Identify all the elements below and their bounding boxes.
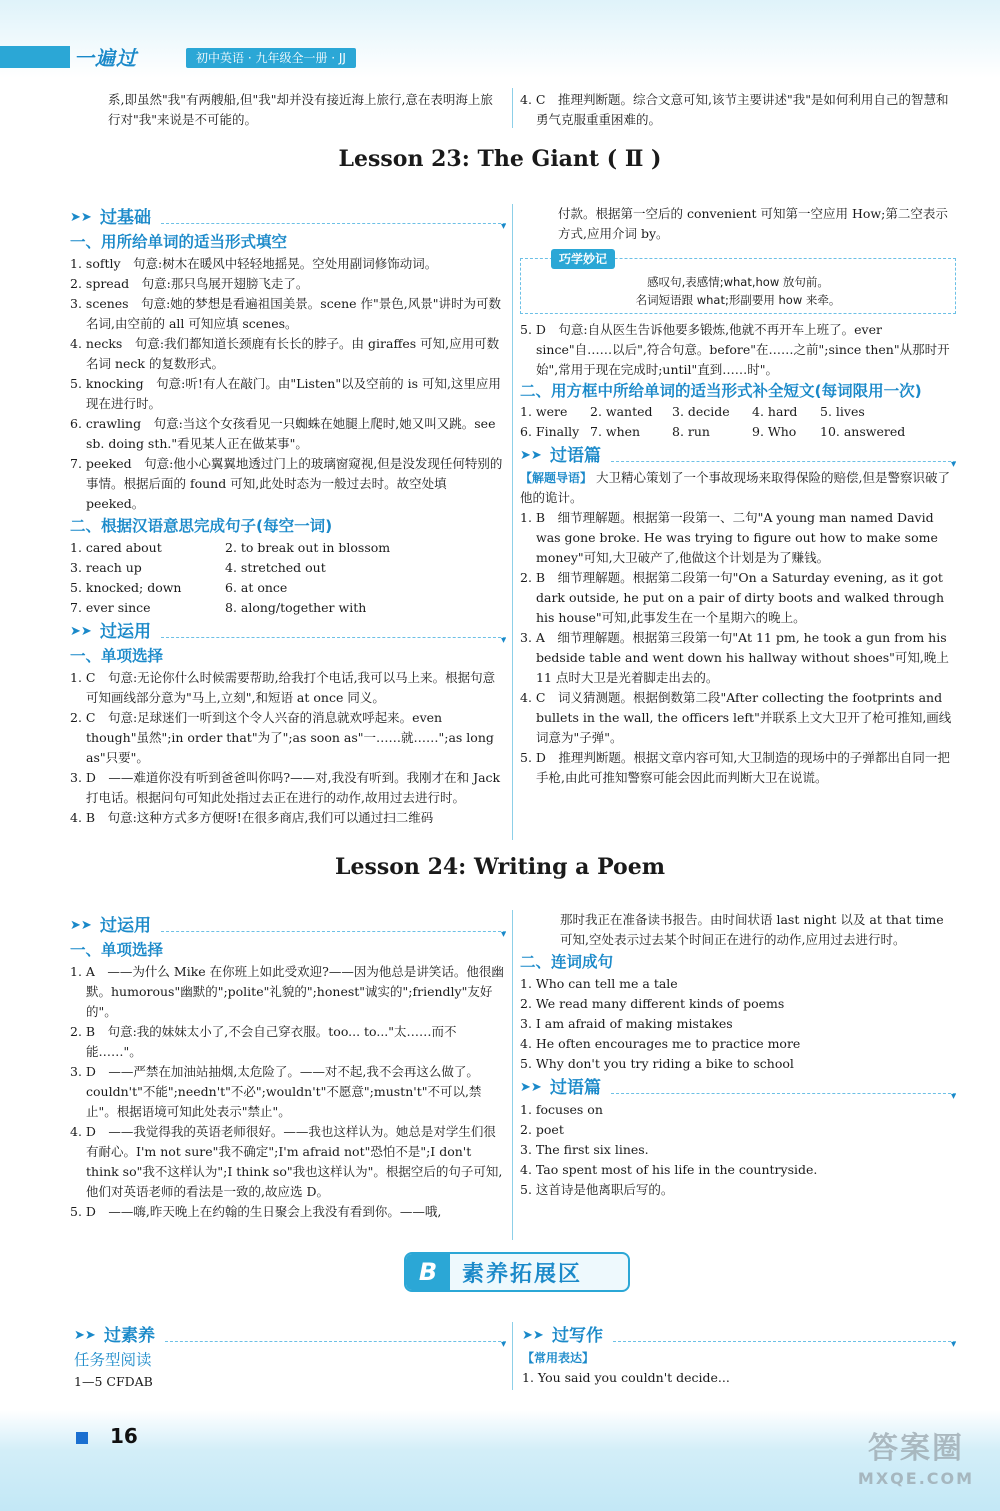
answer-item: 1. You said you couldn't decide... [522,1370,730,1385]
answer-item: 8. along/together with [225,600,367,615]
bottom-left-column [74,1322,506,1392]
answer-item: 6. Finally [520,424,580,439]
part-title: 二、用方框中所给单词的适当形式补全短文(每词限用一次) [520,382,922,400]
answer-item: 5. D 推理判断题。根据文章内容可知,大卫制造的现场中的子弹都出自同一把手枪,由此可推知警察可能会因此而判断大卫在说谎。 [520,750,950,785]
part-title: 任务型阅读 [74,1351,152,1369]
answer-item: 9. Who [752,424,797,439]
answer-item: 3. The first six lines. [520,1142,649,1157]
answer-item: 4. B 句意:这种方式多方便呀!在很多商店,我们可以通过扫二维码 [70,810,434,825]
answer-item: 4. stretched out [225,560,326,575]
banner-text: 素养拓展区 [462,1261,583,1287]
part-title: 一、单项选择 [70,647,164,665]
section-arrow-icon: ➤➤ [70,624,92,639]
watermark-logo: 答案圈 MXQE.COM [857,1431,975,1488]
section-arrow-icon: ➤➤ [70,918,92,933]
answer-item: 3. A 细节理解题。根据第三段第一句"At 11 pm, he took a gun from his bedside table and went down his hallway without shoes"可知,晚上 11 点时大卫是光着脚走出去的。 [520,630,949,685]
section-header-literacy: ➤➤ 过素养 ▾ [74,1324,506,1348]
answer-item: 3. reach up [70,560,142,575]
answer-item: 3. D ——严禁在加油站抽烟,太危险了。——对不起,我不会再这么做了。couldn't"不能";needn't"不必";wouldn't"不愿意";mustn't"不可以,禁止"。根据语境可知此处表示"禁止"。 [70,1064,482,1119]
section-header-writing: ➤➤ 过写作 ▾ [522,1324,956,1348]
answer-item: 7. peeked 句意:他小心翼翼地透过门上的玻璃窗窥视,但是没发现任何特别的事情。根据后面的 found 可知,此处时态为一般过去时。故空处填 peeked。 [70,456,503,511]
answer-item: 5. knocked; down [70,580,182,595]
continued-text: 付款。根据第一空后的 convenient 可知第一空应用 How;第二空表示方式,应用介词 by。 [558,206,948,241]
answer-item: 4. He often encourages me to practice more [520,1036,801,1051]
answer-item: 4. D ——我觉得我的英语老师很好。——我也这样认为。她总是对学生们很有耐心。I'm not sure"我不确定";I'm afraid not"恐怕不是";I don't think so"我不这样认为";I think so"我也这样认为"。根据空后的句子可知,他们对英语老师的看法是一致的,故应选 D。 [70,1124,503,1199]
book-subtitle: 初中英语 · 九年级全一册 · JJ [186,48,356,68]
answer-item: 6. at once [225,580,288,595]
answer-item: 4. C 词义猜测题。根据倒数第二段"After collecting the footprints and bullets in the wall, the officers left"并联系上文大卫开了枪可推知,画线词意为"子弹"。 [520,690,952,745]
section-banner [404,1252,630,1292]
section-header-reading: ➤➤ 过语篇 ▾ [520,444,956,468]
lesson-24-title: Lesson 24: Writing a Poem [335,854,665,880]
answer-item: 5. D 句意:自从医生告诉他要多锻炼,他就不再开车上班了。ever since"自……以后",符合句意。before"在……之前";since then"从那时开始",常用于现在完成时;until"直到……时"。 [520,322,950,377]
answer-grid [70,538,506,618]
answer-item: 1. were [520,404,568,419]
section-rule [161,223,506,224]
answer-item: 4. Tao spent most of his life in the countryside. [520,1162,818,1177]
column-divider [512,910,513,1240]
banner-letter: B [406,1254,450,1290]
section-rule [165,1341,506,1342]
answer-item: 3. scenes 句意:她的梦想是看遍祖国美景。scene 作"景色,风景"讲时为可数名词,由空前的 all 可知应填 scenes。 [70,296,501,331]
lesson-24-left-column [70,912,506,1222]
answer-item: 5. Why don't you try riding a bike to school [520,1056,794,1071]
answer-item: 10. answered [820,424,906,439]
answer-item: 5. lives [820,404,865,419]
column-divider [512,204,513,840]
lesson-23-left-column [70,204,506,828]
section-rule [613,1341,956,1342]
page-marker-icon [76,1432,88,1444]
tip-line: 名词短语跟 what;形副要用 how 来牵。 [635,293,841,307]
top-left-continuation: 系,即虽然"我"有两艘船,但"我"却并没有接近海上旅行,意在表明海上旅行对"我"来说是不可能的。 [108,92,493,127]
header-accent-tab [0,46,70,68]
answer-grid [520,402,956,442]
section-arrow-icon: ➤➤ [70,210,92,225]
answer-item: 4. hard [752,404,798,419]
part-title: 二、连词成句 [520,953,614,971]
answer-item: 5. D ——嗨,昨天晚上在约翰的生日聚会上我没有看到你。——哦, [70,1204,442,1219]
top-right-continuation: 4. C 推理判断题。综合文意可知,该节主要讲述"我"是如何利用自己的智慧和勇气克服重重困难的。 [520,92,949,127]
continued-text: 那时我正在准备读书报告。由时间状语 last night 以及 at that time 可知,空处表示过去某个时间正在进行的动作,应用过去进行时。 [560,912,944,947]
guide-label: 【解题导语】 [520,471,593,485]
answer-item: 7. when [590,424,641,439]
answer-item: 7. ever since [70,600,151,615]
section-rule [611,1093,956,1094]
section-rule [161,637,506,638]
page-number: 16 [110,1424,138,1448]
answer-item: 2. spread 句意:那只鸟展开翅膀飞走了。 [70,276,309,291]
answer-item: 1—5 CFDAB [74,1374,153,1389]
answer-item: 5. 这首诗是他离职后写的。 [520,1182,674,1197]
answer-item: 1. C 句意:无论你什么时候需要帮助,给我打个电话,我可以马上来。根据句意可知画线部分意为"马上,立刻",和短语 at once 同义。 [70,670,496,705]
memory-tip-box [520,252,956,314]
answer-item: 3. I am afraid of making mistakes [520,1016,733,1031]
section-header-basic: ➤➤ 过基础 ▾ [70,206,506,230]
lesson-23-title: Lesson 23: The Giant ( Ⅱ ) [338,146,662,172]
part-title: 一、用所给单词的适当形式填空 [70,233,288,251]
bottom-right-column [522,1322,956,1388]
section-header-reading: ➤➤ 过语篇 ▾ [520,1076,956,1100]
lesson-24-right-column [520,910,956,1200]
guide-paragraph: 【解题导语】 大卫精心策划了一个事故现场来取得保险的赔偿,但是警察识破了他的诡计。 [520,470,950,505]
section-arrow-icon: ➤➤ [74,1328,96,1343]
column-divider [512,1322,513,1390]
answer-item: 2. wanted [590,404,653,419]
answer-item: 2. poet [520,1122,564,1137]
lesson-23-right-column [520,204,956,788]
answer-item: 1. A ——为什么 Mike 在你班上如此受欢迎?——因为他总是讲笑话。他很幽默。humorous"幽默的";polite"礼貌的";honest"诚实的";friendly"友好的"。 [70,964,504,1019]
section-arrow-icon: ➤➤ [522,1328,544,1343]
part-title: 二、根据汉语意思完成句子(每空一词) [70,517,333,535]
answer-item: 1. B 细节理解题。根据第一段第一、二句"A young man named David was gone broke. He was trying to figure out how to make some money"可知,大卫破产了,他做这个计划是为了赚钱。 [520,510,938,565]
answer-item: 2. We read many different kinds of poems [520,996,785,1011]
answer-item: 5. knocking 句意:听!有人在敲门。由"Listen"以及空前的 is 可知,这里应用现在进行时。 [70,376,501,411]
section-rule [611,461,956,462]
answer-item: 8. run [672,424,710,439]
expression-label: 【常用表达】 [522,1351,595,1365]
answer-item: 2. B 细节理解题。根据第二段第一句"On a Saturday evening, as it got dark outside, he put on a pair of dirty boots and walked through his house"可知,此事发生在一个星期六的晚上。 [520,570,945,625]
answer-item: 6. crawling 句意:当这个女孩看见一只蜘蛛在她腿上爬时,她又叫又跳。see sb. doing sth."看见某人正在做某事"。 [70,416,496,451]
answer-item: 1. Who can tell me a tale [520,976,678,991]
section-rule [161,931,506,932]
answer-item: 3. decide [672,404,730,419]
answer-item: 3. D ——难道你没有听到爸爸叫你吗?——对,我没有听到。我刚才在和 Jack 打电话。根据问句可知此处指过去正在进行的动作,故用过去进行时。 [70,770,501,805]
section-arrow-icon: ➤➤ [520,448,542,463]
brand-logo: 一遍过 [74,46,137,70]
section-header-apply: ➤➤ 过运用 ▾ [70,620,506,644]
section-header-apply: ➤➤ 过运用 ▾ [70,914,506,938]
answer-item: 2. to break out in blossom [225,540,391,555]
tip-line: 感叹句,表感情;what,how 放句前。 [647,275,829,289]
tip-label: 巧学妙记 [551,249,615,269]
answer-item: 1. softly 句意:树木在暖风中轻轻地摇晃。空处用副词修饰动词。 [70,256,438,271]
answer-item: 4. necks 句意:我们都知道长颈鹿有长长的脖子。由 giraffes 可知,应用可数名词 neck 的复数形式。 [70,336,500,371]
answer-item: 2. C 句意:足球迷们一听到这个令人兴奋的消息就欢呼起来。even though"虽然";in order that"为了";as soon as"一……就……";as long as"只要"。 [70,710,494,765]
answer-item: 1. cared about [70,540,162,555]
part-title: 一、单项选择 [70,941,164,959]
answer-item: 1. focuses on [520,1102,603,1117]
answer-item: 2. B 句意:我的妹妹太小了,不会自己穿衣服。too... to..."太……而不能……"。 [70,1024,457,1059]
section-arrow-icon: ➤➤ [520,1080,542,1095]
column-divider [512,88,513,128]
